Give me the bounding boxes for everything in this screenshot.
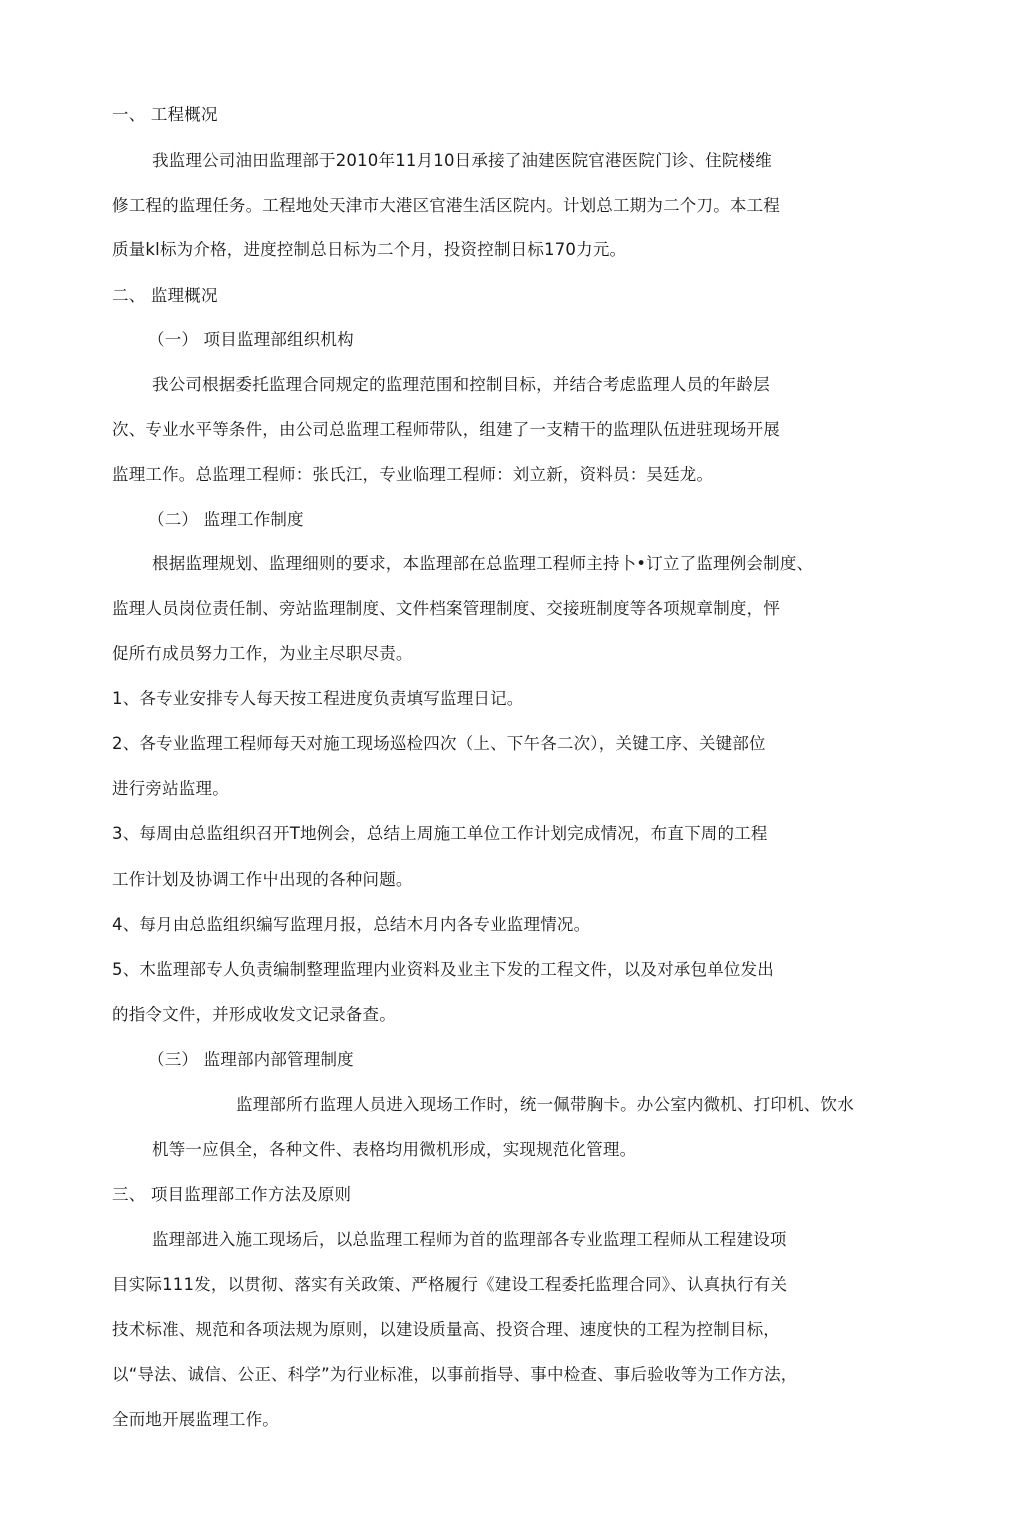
paragraph-line: 我公司根据委托监理合同规定的监理范围和控制目标，并结合考虑监理人员的年龄层: [152, 375, 770, 394]
section-heading-3: 三、 项目监理部工作方法及原则: [112, 1185, 352, 1204]
paragraph-line: 以“导法、诚信、公正、科学”为行业标准，以事前指导、事中检查、事后验收等为工作方法，: [112, 1365, 798, 1384]
list-item: 5、木监理部专人负责编制整理监理内业资料及业主下发的工程文件，以及对承包单位发出: [112, 960, 774, 979]
paragraph-line: 监理部进入施工现场后，以总监理工程师为首的监理部各专业监理工程师从工程建设项: [152, 1230, 787, 1249]
paragraph-line: 促所冇成员努力工作，为业主尽职尽责。: [112, 644, 413, 663]
list-item-continuation: 进行旁站监理。: [112, 779, 229, 798]
subsection-heading-1: （一） 项目监理部组织机构: [148, 330, 354, 349]
paragraph-line: 修工程的监理任务。工程地处天津市大港区官港生活区院内。计划总工期为二个刀。本工程: [112, 196, 780, 215]
subsection-heading-3: （三） 监理部内部管理制度: [148, 1050, 354, 1069]
section-heading-2: 二、 监理概况: [112, 286, 218, 305]
paragraph-line: 质量kl标为介格，进度控制总日标为二个月，投资控制日标170力元。: [112, 240, 627, 259]
list-item: 3、每周由总监组织召开T地例会，总结上周施工单位工作计划完成情况，布直下周的工程: [112, 824, 768, 843]
paragraph-line: 机等一应俱全，各种文件、表格均用微机形成，实现规范化管理。: [152, 1140, 637, 1159]
list-item-continuation: 工作计划及协调工作屮出现的各种问题。: [112, 870, 413, 889]
section-heading-1: 一、 工程概况: [112, 105, 218, 124]
paragraph-line: 目实际111发，以贯彻、落实有关政策、严格履行《建设工程委托监理合同》、认真执行有关: [112, 1275, 788, 1294]
paragraph-line: 次、专业水平等条件，由公司总监理工程师带队，组建了一支精干的监理队伍进驻现场开展: [112, 420, 780, 439]
list-item: 1、各专业安排专人每天按工程进度负责填写监理日记。: [112, 689, 524, 708]
paragraph-line: 根据监理规划、监理细则的要求，本监理部在总监理工程师主持卜•订立了监理例会制度、: [152, 554, 814, 573]
paragraph-line: 监理人员岗位责任制、旁站监理制度、文件档案管理制度、交接班制度等各项规章制度，怦: [112, 599, 780, 618]
paragraph-line: 全而地开展监理工作。: [112, 1410, 279, 1429]
list-item: 2、各专业监理工程师每天对施工现场巡检四次（上、下午各二次），关键工序、关键部位: [112, 734, 766, 753]
list-item: 4、每月由总监组织编写监理月报，总结木月内各专业监理情况。: [112, 915, 591, 934]
paragraph-line: 技术标准、规范和各项法规为原则，以建设质量高、投资合理、速度快的工程为控制目标，: [112, 1320, 780, 1339]
subsection-heading-2: （二） 监理工作制度: [148, 510, 304, 529]
paragraph-line: 监理部所冇监理人员进入现场工作时，统一佩带胸卡。办公室内微机、打印机、饮水: [236, 1095, 854, 1114]
paragraph-line: 监理工作。总监理工程师：张氏江，专业临理工程师：刘立新，资料员：吴廷龙。: [112, 465, 714, 484]
paragraph-line: 我监理公司油田监理部于2010年11月10日承接了油建医院官港医院门诊、住院楼维: [152, 151, 772, 170]
list-item-continuation: 的指令文件，并形成收发文记录备查。: [112, 1005, 396, 1024]
